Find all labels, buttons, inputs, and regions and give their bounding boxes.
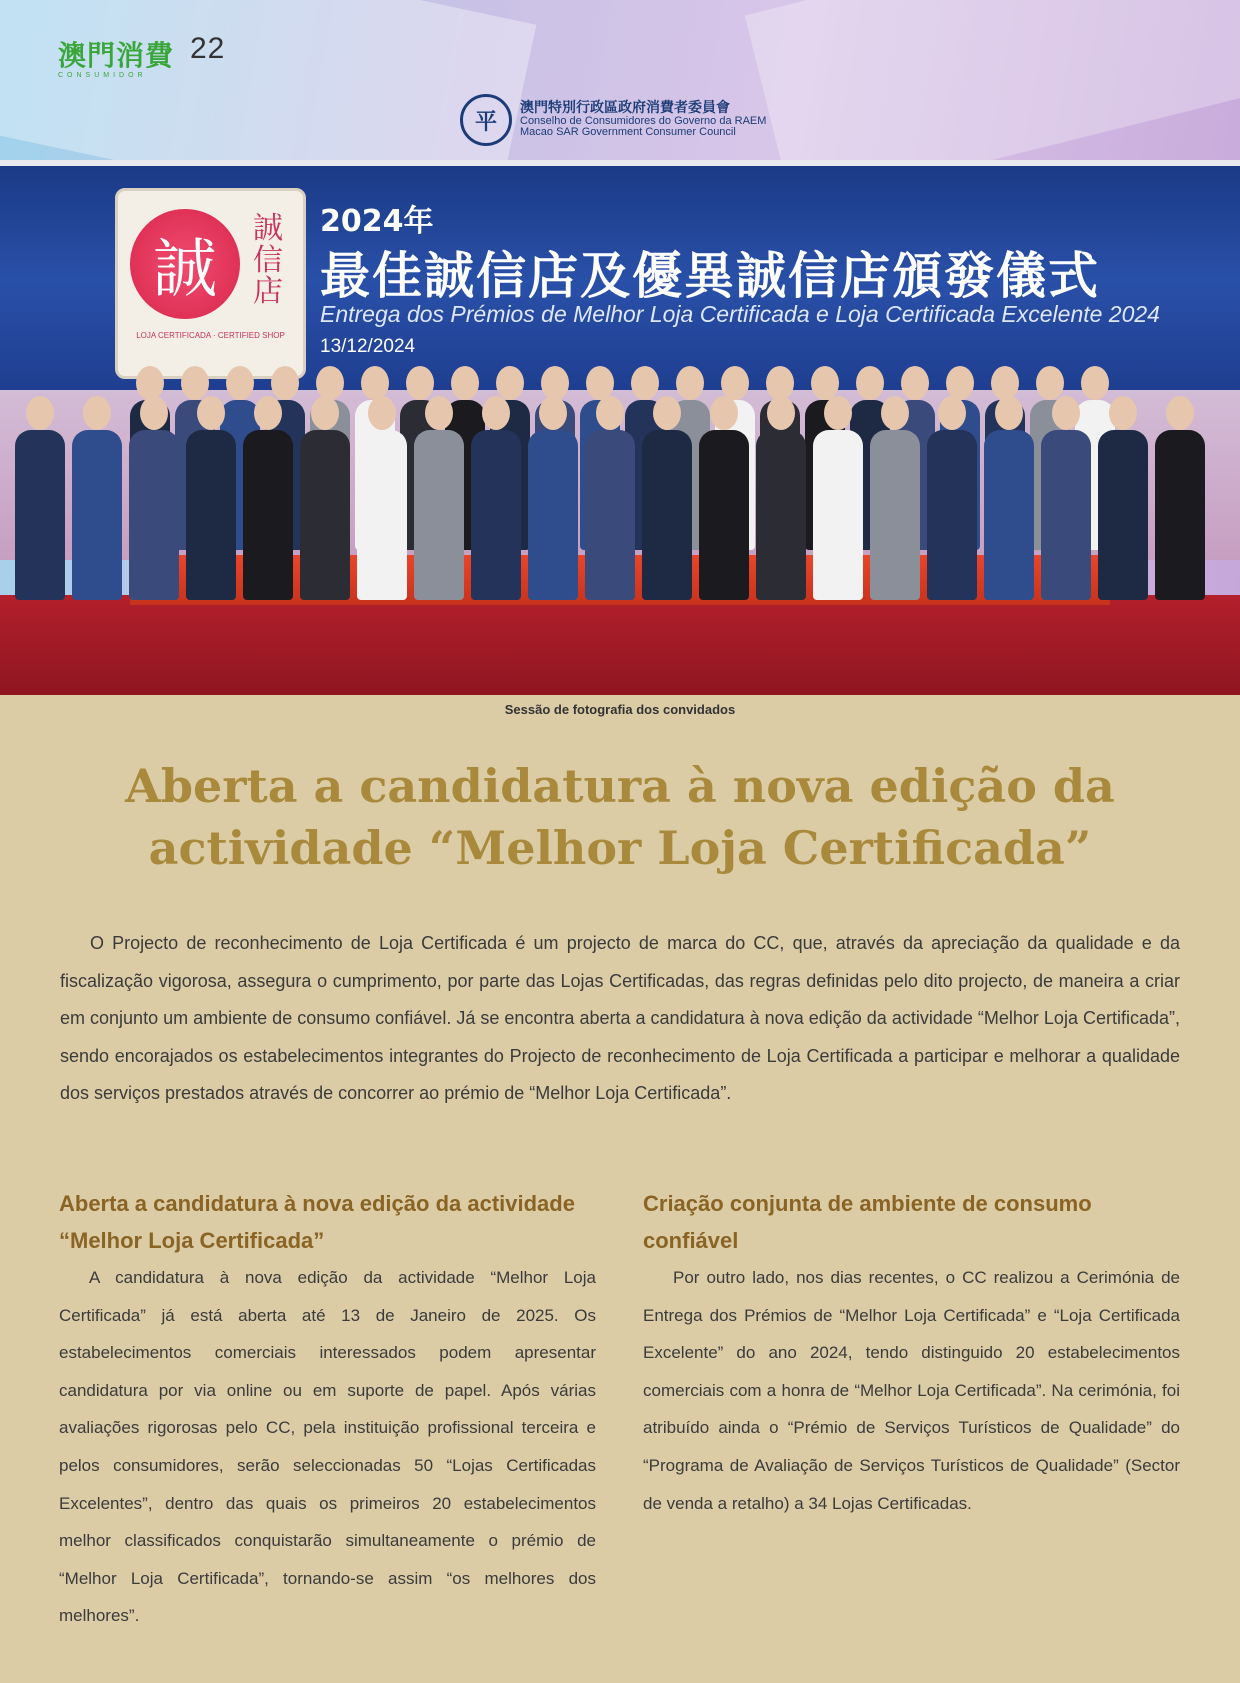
guest-silhouette — [243, 430, 293, 600]
guest-silhouette — [15, 430, 65, 600]
guest-head — [361, 366, 389, 400]
guest-silhouette — [585, 430, 635, 600]
guest-head — [1052, 396, 1080, 430]
guest-head — [482, 396, 510, 430]
guest-head — [197, 396, 225, 430]
guest-head — [653, 396, 681, 430]
article-intro: O Projecto de reconhecimento de Loja Certificada é um projecto de marca do CC, que, através da apreciação da qualidade e da fiscalização vigorosa, assegura o cumprimento, por parte das Lojas Certificadas, das regras definidas pelo dito projecto, de maneira a criar em conjunto um ambiente de consumo confiável. Já se encontra aberta a candidatura à nova edição da actividade “Melhor Loja Certificada”, sendo encorajados os estabelecimentos integrantes do Projecto de reconhecimento de Loja Certificada a participar e melhorar a qualidade dos serviços prestados através de concorrer ao prémio de “Melhor Loja Certificada”. — [60, 933, 1180, 1103]
guest-head — [991, 366, 1019, 400]
magazine-logo — [58, 34, 174, 79]
guest-head — [26, 396, 54, 430]
banner-title-cn: 最佳誠信店及優異誠信店頒發儀式 — [320, 247, 1100, 305]
guest-head — [311, 396, 339, 430]
guest-silhouette — [1098, 430, 1148, 600]
guest-silhouette — [984, 430, 1034, 600]
guest-silhouette — [186, 430, 236, 600]
guest-head — [271, 366, 299, 400]
certified-shop-logo — [115, 188, 306, 379]
guest-head — [83, 396, 111, 430]
guest-silhouette — [870, 430, 920, 600]
guest-head — [1036, 366, 1064, 400]
logo-char: 誠 — [130, 209, 240, 319]
council-name-pt: Conselho de Consumidores do Governo da RAEM — [520, 114, 767, 127]
logo-side-text: 誠信店 — [253, 211, 283, 309]
guest-silhouette — [471, 430, 521, 600]
guest-head — [254, 396, 282, 430]
council-name-en: Macao SAR Government Consumer Council — [520, 126, 736, 139]
guest-head — [995, 396, 1023, 430]
guest-head — [946, 366, 974, 400]
banner-title-pt: Entrega dos Prémios de Melhor Loja Certificada e Loja Certificada Excelente 2024 — [320, 301, 1160, 327]
guest-silhouette — [1155, 430, 1205, 600]
guest-head — [140, 396, 168, 430]
guest-head — [136, 366, 164, 400]
right-column-body: Por outro lado, nos dias recentes, o CC realizou a Cerimónia de Entrega dos Prémios de “Melhor Loja Certificada” e “Loja Certificada Excelente” do ano 2024, tendo distinguido 20 estabelecimentos comerciais com a honra de “Melhor Loja Certificada”. Na cerimónia, foi atribuído ainda o “Prémio de Serviços Turísticos de Qualidade” do “Programa de Avaliação de Serviços Turísticos de Qualidade” (Sector de venda a retalho) a 34 Lojas Certificadas. — [643, 1268, 1180, 1513]
guest-head — [811, 366, 839, 400]
guest-head — [1166, 396, 1194, 430]
guest-head — [406, 366, 434, 400]
guest-silhouette — [528, 430, 578, 600]
guest-head — [368, 396, 396, 430]
banner-year: 2024年 — [320, 204, 434, 239]
page-header — [0, 0, 1240, 80]
guest-head — [710, 396, 738, 430]
guest-head — [901, 366, 929, 400]
guest-silhouette — [699, 430, 749, 600]
magazine-name: 澳門消費 — [58, 39, 175, 72]
right-column — [643, 1185, 1180, 1522]
guest-head — [226, 366, 254, 400]
guests-group — [10, 360, 1230, 605]
guest-silhouette — [357, 430, 407, 600]
guest-head — [1081, 366, 1109, 400]
guest-silhouette — [72, 430, 122, 600]
banner-date: 13/12/2024 — [320, 336, 416, 357]
left-column — [59, 1185, 596, 1635]
photo-caption: Sessão de fotografia dos convidados — [504, 702, 736, 717]
council-logo — [460, 92, 766, 148]
guest-silhouette — [129, 430, 179, 600]
guest-head — [676, 366, 704, 400]
article-title-line1: Aberta a candidatura à nova edição da — [125, 759, 1115, 813]
right-column-heading: Criação conjunta de ambiente de consumo confiável — [643, 1191, 1092, 1253]
guest-head — [181, 366, 209, 400]
left-column-heading: Aberta a candidatura à nova edição da actividade “Melhor Loja Certificada” — [59, 1191, 575, 1253]
logo-caption: LOJA CERTIFICADA · CERTIFIED SHOP — [136, 331, 285, 340]
guest-silhouette — [927, 430, 977, 600]
guest-head — [539, 396, 567, 430]
guest-head — [586, 366, 614, 400]
guest-head — [856, 366, 884, 400]
guest-silhouette — [756, 430, 806, 600]
guest-head — [316, 366, 344, 400]
council-seal-icon: 平 — [460, 94, 512, 146]
guest-head — [425, 396, 453, 430]
group-photo — [0, 0, 1240, 695]
guest-silhouette — [300, 430, 350, 600]
article-title-line2: actividade “Melhor Loja Certificada” — [148, 821, 1092, 875]
guest-silhouette — [414, 430, 464, 600]
red-carpet — [0, 595, 1240, 695]
guest-head — [766, 366, 794, 400]
magazine-subtitle: CONSUMIDOR — [58, 72, 147, 79]
guest-head — [451, 366, 479, 400]
guest-head — [496, 366, 524, 400]
guest-head — [596, 396, 624, 430]
guest-silhouette — [1041, 430, 1091, 600]
guest-head — [824, 396, 852, 430]
article-title — [60, 755, 1180, 879]
council-name-cn: 澳門特別行政區政府消費者委員會 — [520, 100, 730, 117]
guest-head — [767, 396, 795, 430]
guest-head — [1109, 396, 1137, 430]
guest-head — [721, 366, 749, 400]
guest-silhouette — [813, 430, 863, 600]
guest-head — [938, 396, 966, 430]
guest-head — [881, 396, 909, 430]
guest-head — [631, 366, 659, 400]
guest-head — [541, 366, 569, 400]
guest-silhouette — [642, 430, 692, 600]
left-column-body: A candidatura à nova edição da actividade “Melhor Loja Certificada” já está aberta até 13 de Janeiro de 2025. Os estabelecimentos comerciais interessados podem apresentar candidatura por via online ou em suporte de papel. Após várias avaliações rigorosas pelo CC, pela instituição profissional terceira e pelos consumidores, serão seleccionadas 50 “Lojas Certificadas Excelentes”, dentro das quais os primeiros 20 estabelecimentos melhor classificados conquistarão simultaneamente o prémio de “Melhor Loja Certificada”, tornando-se assim “os melhores dos melhores”. — [59, 1268, 596, 1626]
page-number: 22 — [190, 32, 226, 65]
